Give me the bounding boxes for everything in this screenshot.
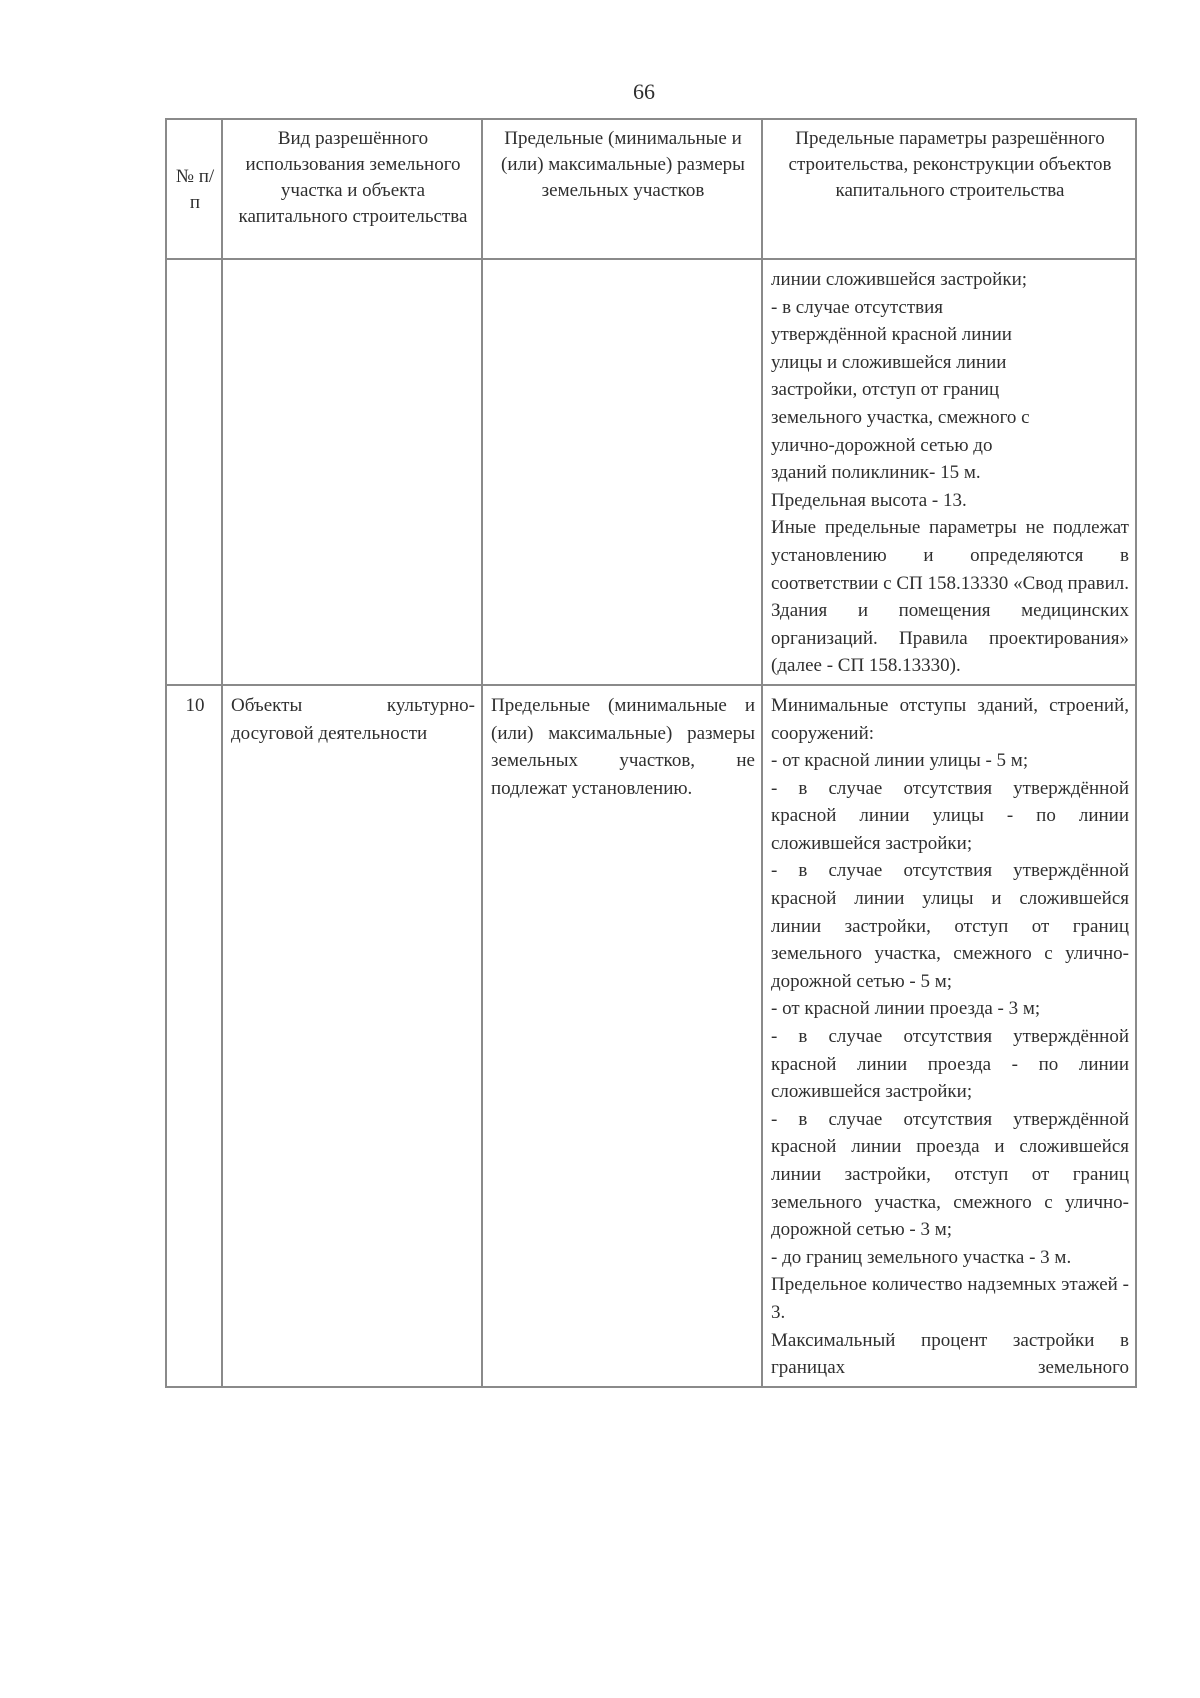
param-line: улично-дорожной сетью до <box>771 434 993 456</box>
cell-number: 10 <box>166 685 222 1387</box>
param-paragraph: Предельное количество надземных этажей - 3. <box>771 1274 1129 1323</box>
table-row-continuation <box>166 259 1136 685</box>
param-paragraph: - в случае отсутствия утверждённой красной линии улицы и сложившейся линии застройки, отступ от границ земельного участка, смежного с улично-дорожной сетью - 5 м; <box>771 860 1129 992</box>
table-row-10 <box>166 685 1136 1387</box>
param-paragraph: - в случае отсутствия утверждённой красной линии проезда и сложившейся линии застройки, отступ от границ земельного участка, смежного с улично-дорожной сетью - 3 м; <box>771 1108 1129 1241</box>
param-line: - в случае отсутствия <box>771 296 944 318</box>
param-line: застройки, отступ от границ <box>771 379 1000 401</box>
param-paragraph: - в случае отсутствия утверждённой красной линии улицы - по линии сложившейся застройки; <box>771 777 1129 854</box>
cell-parameters <box>762 685 1136 1387</box>
cell-use-empty <box>222 259 482 685</box>
cell-permitted-use: Объекты культурно-досуговой деятельности <box>222 685 482 1387</box>
table-header-row <box>166 119 1136 259</box>
header-construction-parameters: Предельные параметры разрешённого строительства, реконструкции объектов капитального строительства <box>762 119 1136 259</box>
param-paragraph: - от красной линии проезда - 3 м; <box>771 998 1041 1020</box>
cell-sizes-empty <box>482 259 762 685</box>
param-line: линии сложившейся застройки; <box>771 269 1028 290</box>
param-other: Иные предельные параметры не подлежат установлению и определяются в соответствии с СП 158.13330 «Свод правил. Здания и помещения медицинских организаций. Правила проектирования» (далее - СП 158.13330). <box>771 517 1129 677</box>
param-line: земельного участка, смежного с <box>771 406 1030 428</box>
param-paragraph: - от красной линии улицы - 5 м; <box>771 750 1029 772</box>
param-paragraph: - до границ земельного участка - 3 м. <box>771 1246 1072 1268</box>
zoning-parameters-table <box>165 118 1137 1388</box>
cell-parameters-continued <box>762 259 1136 685</box>
header-number: № п/п <box>166 119 222 259</box>
header-plot-sizes: Предельные (минимальные и (или) максимальные) размеры земельных участков <box>482 119 762 259</box>
cell-number-empty <box>166 259 222 685</box>
header-permitted-use: Вид разрешённого использования земельного участка и объекта капитального строительства <box>222 119 482 259</box>
param-paragraph: - в случае отсутствия утверждённой красной линии проезда - по линии сложившейся застройки; <box>771 1026 1129 1103</box>
param-line: утверждённой красной линии <box>771 324 1012 346</box>
param-line: улицы и сложившейся линии <box>771 351 1007 373</box>
param-line: зданий поликлиник- 15 м. <box>771 462 981 484</box>
param-paragraph: Минимальные отступы зданий, строений, сооружений: <box>771 694 1129 744</box>
param-height: Предельная высота - 13. <box>771 489 967 511</box>
page-number: 66 <box>633 79 655 104</box>
cell-plot-sizes: Предельные (минимальные и (или) максимальные) размеры земельных участков, не подлежат установлению. <box>482 685 762 1387</box>
param-paragraph: Максимальный процент застройки в границах земельного <box>771 1329 1129 1379</box>
